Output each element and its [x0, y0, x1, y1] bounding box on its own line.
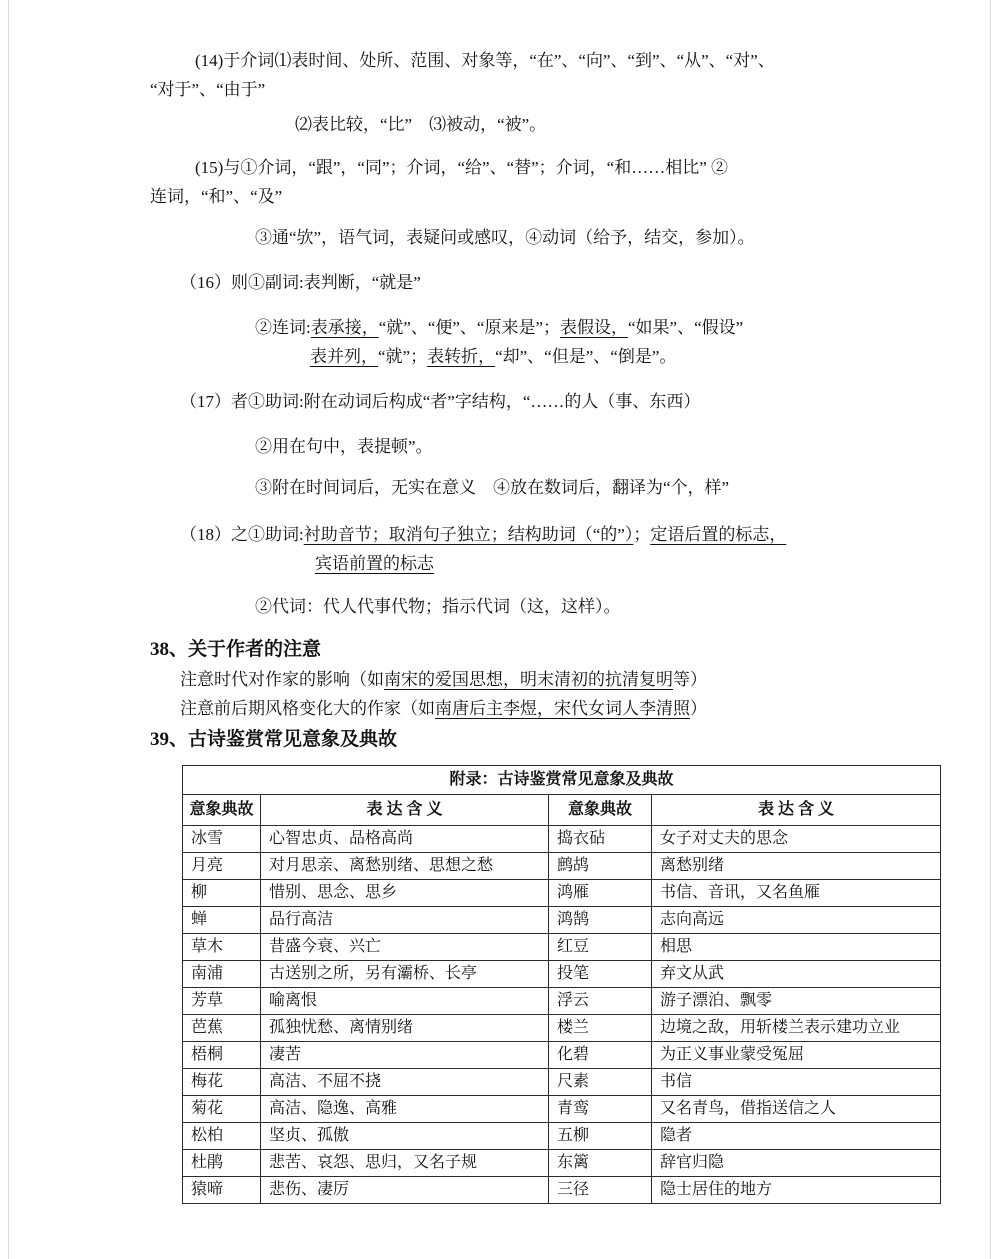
- imagery-term-cell: 三径: [549, 1177, 652, 1204]
- meaning-cell: 女子对丈夫的思念: [652, 826, 941, 853]
- imagery-term-cell: 捣衣砧: [549, 826, 652, 853]
- table-row: [183, 1096, 941, 1123]
- imagery-term-cell: 楼兰: [549, 1015, 652, 1042]
- section-38-heading: 38、关于作者的注意: [150, 639, 322, 660]
- meaning-cell: 高洁、隐逸、高雅: [261, 1096, 549, 1123]
- table-row: [183, 934, 941, 961]
- imagery-term-cell: 化碧: [549, 1042, 652, 1069]
- header-imagery-right: 意象典故: [549, 795, 652, 826]
- text-run: 等）: [673, 670, 707, 689]
- imagery-term-cell: 柳: [183, 880, 261, 907]
- meaning-cell: 悲苦、哀怨、思归，又名子规: [261, 1150, 549, 1177]
- table-row: [183, 1069, 941, 1096]
- underlined-run: 南宋的爱国思想，明末清初的抗清复明: [384, 670, 673, 689]
- imagery-term-cell: 芳草: [183, 988, 261, 1015]
- underlined-run: 表转折，: [427, 347, 496, 366]
- grammar-line-14b: “对于”、“由于”: [150, 80, 266, 99]
- imagery-term-cell: 月亮: [183, 853, 261, 880]
- imagery-term-cell: 鸿鹄: [549, 907, 652, 934]
- text-run: “却”、“但是”、“倒是”。: [495, 347, 677, 366]
- meaning-cell: 昔盛今衰、兴亡: [261, 934, 549, 961]
- header-meaning-right: 表 达 含 义: [652, 795, 941, 826]
- imagery-term-cell: 菊花: [183, 1096, 261, 1123]
- meaning-cell: 高洁、不屈不挠: [261, 1069, 549, 1096]
- table-row: [183, 1015, 941, 1042]
- text-run: “就”；: [378, 347, 428, 366]
- header-meaning-left: 表 达 含 义: [261, 795, 549, 826]
- table-title: 附录：古诗鉴赏常见意象及典故: [183, 766, 941, 795]
- imagery-term-cell: 鹧鸪: [549, 853, 652, 880]
- meaning-cell: 志向高远: [652, 907, 941, 934]
- underlined-run: 表假设，: [560, 318, 629, 337]
- table-row: [183, 1042, 941, 1069]
- imagery-allusion-table: [182, 765, 941, 1204]
- grammar-line-14a: (14)于介词⑴表时间、处所、范围、对象等，“在”、“向”、“到”、“从”、“对”、: [195, 51, 775, 70]
- table-row: [183, 988, 941, 1015]
- grammar-line-15a: (15)与①介词，“跟”，“同”；介词，“给”、“替”；介词，“和……相比” ②: [195, 158, 729, 177]
- imagery-term-cell: 梧桐: [183, 1042, 261, 1069]
- grammar-line-16c: [310, 342, 940, 371]
- grammar-line-18c: ②代词：代人代事代物；指示代词（这，这样）。: [255, 597, 621, 616]
- imagery-term-cell: 青鸾: [549, 1096, 652, 1123]
- underlined-run: 南唐后主李煜，宋代女词人李清照: [435, 699, 690, 718]
- grammar-line-17b: ②用在句中，表提顿”。: [255, 437, 433, 456]
- meaning-cell: 为正义事业蒙受冤屈: [652, 1042, 941, 1069]
- meaning-cell: 喻离恨: [261, 988, 549, 1015]
- meaning-cell: 又名青鸟，借指送信之人: [652, 1096, 941, 1123]
- grammar-line-15c: ③通“欤”，语气词，表疑问或感叹，④动词（给予，结交，参加）。: [255, 228, 755, 247]
- text-run: “就”、“便”、“原来是”；: [378, 318, 561, 337]
- meaning-cell: 游子漂泊、飘零: [652, 988, 941, 1015]
- table-header-row: [183, 795, 941, 826]
- imagery-term-cell: 草木: [183, 934, 261, 961]
- meaning-cell: 书信、音讯，又名鱼雁: [652, 880, 941, 907]
- underlined-run: 表承接，: [310, 318, 379, 337]
- imagery-term-cell: 冰雪: [183, 826, 261, 853]
- section-39-heading: 39、古诗鉴赏常见意象及典故: [150, 729, 398, 750]
- imagery-term-cell: 杜鹃: [183, 1150, 261, 1177]
- imagery-term-cell: 尺素: [549, 1069, 652, 1096]
- grammar-line-17c: ③附在时间词后，无实在意义 ④放在数词后，翻译为“个，样”: [255, 478, 730, 497]
- text-run: （18）之①助词:: [180, 525, 304, 544]
- table-row: [183, 1123, 941, 1150]
- imagery-term-cell: 芭蕉: [183, 1015, 261, 1042]
- imagery-term-cell: 鸿雁: [549, 880, 652, 907]
- meaning-cell: 对月思亲、离愁别绪、思想之愁: [261, 853, 549, 880]
- imagery-table-body: [183, 826, 941, 1204]
- grammar-line-16b: [255, 313, 940, 342]
- table-row: [183, 1150, 941, 1177]
- table-row: [183, 853, 941, 880]
- imagery-term-cell: 蝉: [183, 907, 261, 934]
- meaning-cell: 弃文从武: [652, 961, 941, 988]
- grammar-line-15b: 连词，“和”、“及”: [150, 187, 283, 206]
- imagery-term-cell: 梅花: [183, 1069, 261, 1096]
- imagery-term-cell: 五柳: [549, 1123, 652, 1150]
- underlined-run: 衬助音节；: [303, 525, 389, 544]
- meaning-cell: 惜别、思念、思乡: [261, 880, 549, 907]
- text-run: ；: [633, 525, 651, 544]
- meaning-cell: 隐者: [652, 1123, 941, 1150]
- meaning-cell: 古送别之所，另有灞桥、长亭: [261, 961, 549, 988]
- meaning-cell: 相思: [652, 934, 941, 961]
- meaning-cell: 辞官归隐: [652, 1150, 941, 1177]
- underlined-run: 表并列，: [310, 347, 378, 366]
- grammar-line-14c: ⑵表比较，“比” ⑶被动，“被”。: [295, 115, 547, 134]
- text-run: “如果”、“假设”: [628, 318, 744, 337]
- meaning-cell: 离愁别绪: [652, 853, 941, 880]
- meaning-cell: 坚贞、孤傲: [261, 1123, 549, 1150]
- imagery-term-cell: 浮云: [549, 988, 652, 1015]
- header-imagery-left: 意象典故: [183, 795, 261, 826]
- table-row: [183, 1177, 941, 1204]
- grammar-line-17a: （17）者①助词:附在动词后构成“者”字结构，“……的人（事、东西）: [180, 392, 701, 411]
- table-row: [183, 826, 941, 853]
- meaning-cell: 悲伤、凄厉: [261, 1177, 549, 1204]
- grammar-line-18a: [180, 520, 940, 549]
- meaning-cell: 孤独忧愁、离情别绪: [261, 1015, 549, 1042]
- imagery-term-cell: 猿啼: [183, 1177, 261, 1204]
- meaning-cell: 心智忠贞、品格高尚: [261, 826, 549, 853]
- meaning-cell: 凄苦: [261, 1042, 549, 1069]
- section-38-line2: [180, 694, 940, 723]
- imagery-term-cell: 投笔: [549, 961, 652, 988]
- underlined-run: 定语后置的标志，: [650, 525, 787, 544]
- meaning-cell: 品行高洁: [261, 907, 549, 934]
- meaning-cell: 边境之敌，用斩楼兰表示建功立业: [652, 1015, 941, 1042]
- grammar-line-18b: [315, 549, 940, 578]
- text-run: 注意前后期风格变化大的作家（如: [180, 699, 435, 718]
- table-row: [183, 961, 941, 988]
- text-run: ）: [690, 699, 707, 718]
- meaning-cell: 书信: [652, 1069, 941, 1096]
- text-run: ②连词:: [255, 318, 311, 337]
- table-title-row: [183, 766, 941, 795]
- table-row: [183, 907, 941, 934]
- grammar-line-16a: （16）则①副词:表判断，“就是”: [180, 273, 421, 292]
- text-run: 注意时代对作家的影响（如: [180, 670, 384, 689]
- imagery-term-cell: 南浦: [183, 961, 261, 988]
- table-row: [183, 880, 941, 907]
- imagery-term-cell: 松柏: [183, 1123, 261, 1150]
- underlined-run: 取消句子独立；结构助词（“的”）: [388, 525, 634, 544]
- imagery-term-cell: 红豆: [549, 934, 652, 961]
- underlined-run: 宾语前置的标志: [315, 554, 434, 573]
- section-38-line1: [180, 665, 940, 694]
- imagery-term-cell: 东篱: [549, 1150, 652, 1177]
- meaning-cell: 隐士居住的地方: [652, 1177, 941, 1204]
